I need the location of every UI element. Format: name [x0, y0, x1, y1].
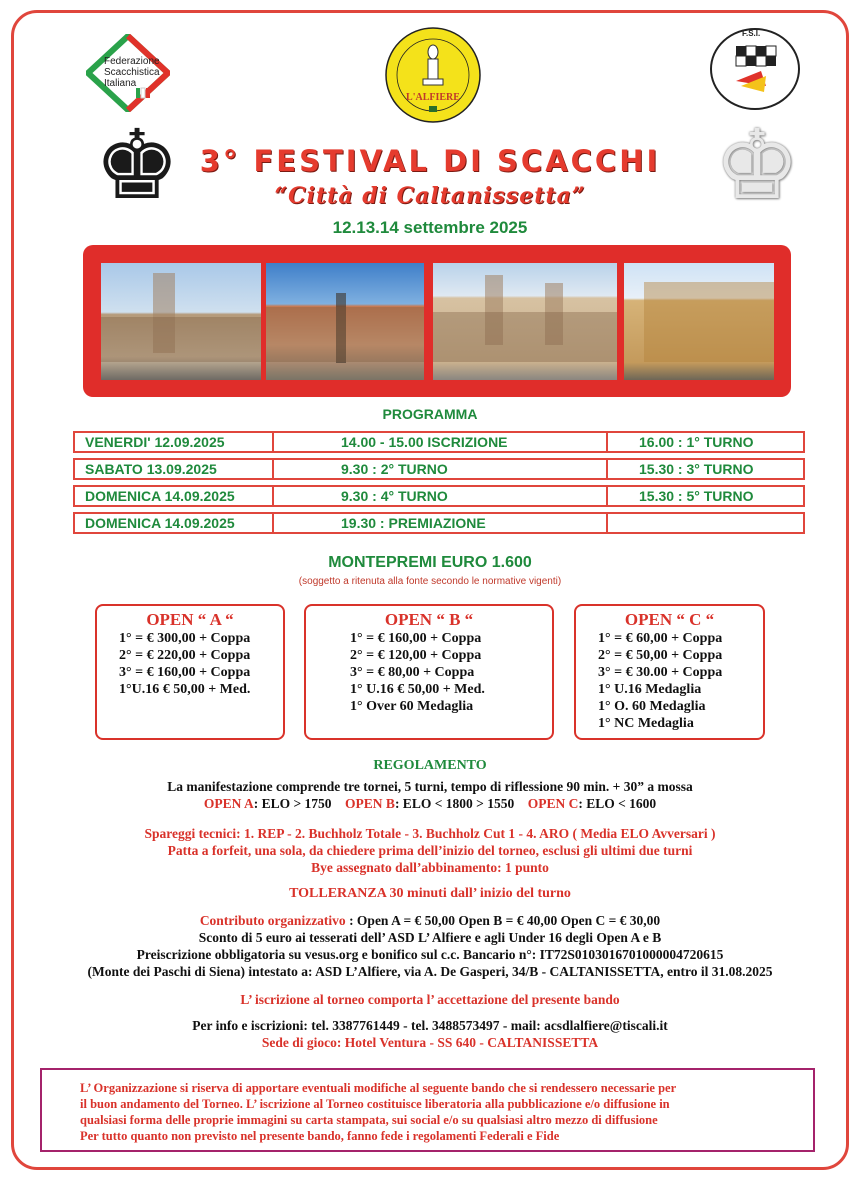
open-a-title: OPEN “ A “ [146, 610, 234, 629]
prize-line: 1° U.16 € 50,00 + Med. [350, 682, 485, 697]
prize-line: 3° = € 30.00 + Coppa [598, 665, 723, 680]
accettazione: L’ iscrizione al torneo comporta l’ accettazione del presente bando [240, 992, 620, 1007]
open-c-box [574, 604, 765, 740]
programma-slot: 9.30 : 2° TURNO [341, 461, 448, 477]
venue: Sede di gioco: Hotel Ventura - SS 640 - CALTANISSETTA [261, 1035, 599, 1050]
programma-turn: 15.30 : 3° TURNO [639, 461, 754, 477]
white-king-icon: ♚ [714, 112, 801, 219]
disclaimer-line: il buon andamento del Torneo. L’ iscrizione al Torneo costituisce liberatoria alla pubblicazione e/o diffusione in [80, 1097, 670, 1111]
open-c-title: OPEN “ C “ [624, 610, 715, 629]
photo-cathedral [433, 263, 617, 380]
open-a-label: OPEN A [203, 796, 254, 811]
preiscrizione: Preiscrizione obbligatoria su vesus.org e bonifico sul c.c. Bancario n°: IT72S0103016701000004720615 [136, 947, 724, 962]
prize-line: 2° = € 50,00 + Coppa [598, 648, 723, 663]
programma-day: VENERDI' 12.09.2025 [85, 434, 225, 450]
photo-palace [624, 263, 774, 380]
prize-line: 1° = € 60,00 + Coppa [598, 631, 723, 646]
montepremi-note: (soggetto a ritenuta alla fonte secondo le normative vigenti) [298, 576, 562, 587]
prize-line: 2° = € 120,00 + Coppa [350, 648, 482, 663]
programma-title: PROGRAMMA [382, 406, 478, 422]
sicilia-chess-logo [706, 26, 804, 112]
programma-row [73, 431, 805, 453]
fsi-logo [86, 34, 170, 112]
disclaimer-box [40, 1068, 815, 1152]
bye-rule: Bye assegnato dall’abbinamento: 1 punto [311, 860, 549, 875]
programma-row [73, 485, 805, 507]
open-b-elo: : ELO < 1800 > 1550 [394, 796, 515, 811]
prize-line: 1° Over 60 Medaglia [350, 699, 474, 714]
programma-day: DOMENICA 14.09.2025 [85, 488, 235, 504]
programma-day: SABATO 13.09.2025 [85, 461, 217, 477]
contributo [0, 913, 860, 929]
fsi-logo-line: Italiana [104, 78, 137, 89]
black-king-icon: ♚ [94, 112, 181, 219]
prize-line: 3° = € 160,00 + Coppa [119, 665, 251, 680]
forfeit-rule: Patta a forfeit, una sola, da chiedere prima dell’inizio del torneo, esclusi gli ultimi due turni [167, 843, 693, 858]
open-c-elo: : ELO < 1600 [578, 796, 657, 811]
disclaimer-line: Per tutto quanto non previsto nel presente bando, fanno fede i regolamenti Federali e Fide [80, 1129, 560, 1143]
prize-line: 1° U.16 Medaglia [598, 682, 702, 697]
poster-subtitle: “Città di Caltanissetta” [274, 183, 586, 209]
prize-line: 1° O. 60 Medaglia [598, 699, 706, 714]
programma-slot: 19.30 : PREMIAZIONE [341, 515, 486, 531]
programma-slot: 14.00 - 15.00 ISCRIZIONE [341, 434, 508, 450]
programma-row [73, 458, 805, 480]
spareggi: Spareggi tecnici: 1. REP - 2. Buchholz Totale - 3. Buchholz Cut 1 - 4. ARO ( Media ELO Avversari ) [144, 826, 716, 841]
disclaimer-line: qualsiasi forma delle proprie immagini su carta stampata, sui social e/o su qualsiasi altro mezzo di diffusione [80, 1113, 658, 1127]
alfiere-logo [383, 26, 483, 124]
contributo-values: : Open A = € 50,00 Open B = € 40,00 Open C = € 30,00 [345, 913, 661, 928]
bank-details: (Monte dei Paschi di Siena) intestato a: ASD L’Alfiere, via A. De Gasperi, 34/B - CALTANISSETTA, entro il 31.08.2025 [87, 964, 773, 979]
tolleranza: TOLLERANZA 30 minuti dall’ inizio del turno [289, 886, 571, 901]
fsi-logo-line: Scacchistica [104, 67, 160, 78]
prize-line: 3° = € 80,00 + Coppa [350, 665, 475, 680]
regolamento-intro: La manifestazione comprende tre tornei, 5 turni, tempo di riflessione 90 min. + 30” a mossa [167, 779, 693, 794]
programma-day: DOMENICA 14.09.2025 [85, 515, 235, 531]
open-a-elo: : ELO > 1750 [253, 796, 332, 811]
open-b-box [304, 604, 554, 740]
prize-line: 2° = € 220,00 + Coppa [119, 648, 251, 663]
photo-strip [83, 245, 791, 397]
programma-row [73, 512, 805, 534]
disclaimer-line: L’ Organizzazione si riserva di apportare eventuali modifiche al seguente bando che si rendessero necessarie per [80, 1081, 677, 1095]
open-c-label: OPEN C [527, 796, 579, 811]
photo-cathedral-square [101, 263, 261, 380]
prize-line: 1° = € 160,00 + Coppa [350, 631, 482, 646]
prize-line: 1°U.16 € 50,00 + Med. [119, 682, 251, 697]
fsi-logo-line: Federazione [104, 56, 160, 67]
alfiere-logo-name: L'ALFIERE [406, 92, 460, 103]
event-dates: 12.13.14 settembre 2025 [332, 218, 528, 237]
regolamento-title: REGOLAMENTO [373, 758, 487, 773]
contributo-label: Contributo organizzativo [199, 913, 346, 928]
programma-slot: 9.30 : 4° TURNO [341, 488, 448, 504]
photo-church-monument [266, 263, 424, 380]
open-a-box [95, 604, 285, 740]
montepremi-title: MONTEPREMI EURO 1.600 [328, 554, 532, 571]
contact-info: Per info e iscrizioni: tel. 3387761449 - tel. 3488573497 - mail: acsdlalfiere@tiscali.it [192, 1018, 668, 1033]
open-b-title: OPEN “ B “ [384, 610, 474, 629]
poster-title: 3° FESTIVAL DI SCACCHI [199, 144, 661, 178]
elo-limits [0, 796, 860, 812]
sconto: Sconto di 5 euro ai tesserati dell’ ASD L’ Alfiere e agli Under 16 degli Open A e B [198, 930, 662, 945]
prize-line: 1° = € 300,00 + Coppa [119, 631, 251, 646]
programma-turn: 16.00 : 1° TURNO [639, 434, 754, 450]
sicilia-logo-tag: F.S.I. [742, 29, 761, 38]
open-b-label: OPEN B [345, 796, 395, 811]
prize-line: 1° NC Medaglia [598, 716, 694, 731]
programma-turn: 15.30 : 5° TURNO [639, 488, 754, 504]
